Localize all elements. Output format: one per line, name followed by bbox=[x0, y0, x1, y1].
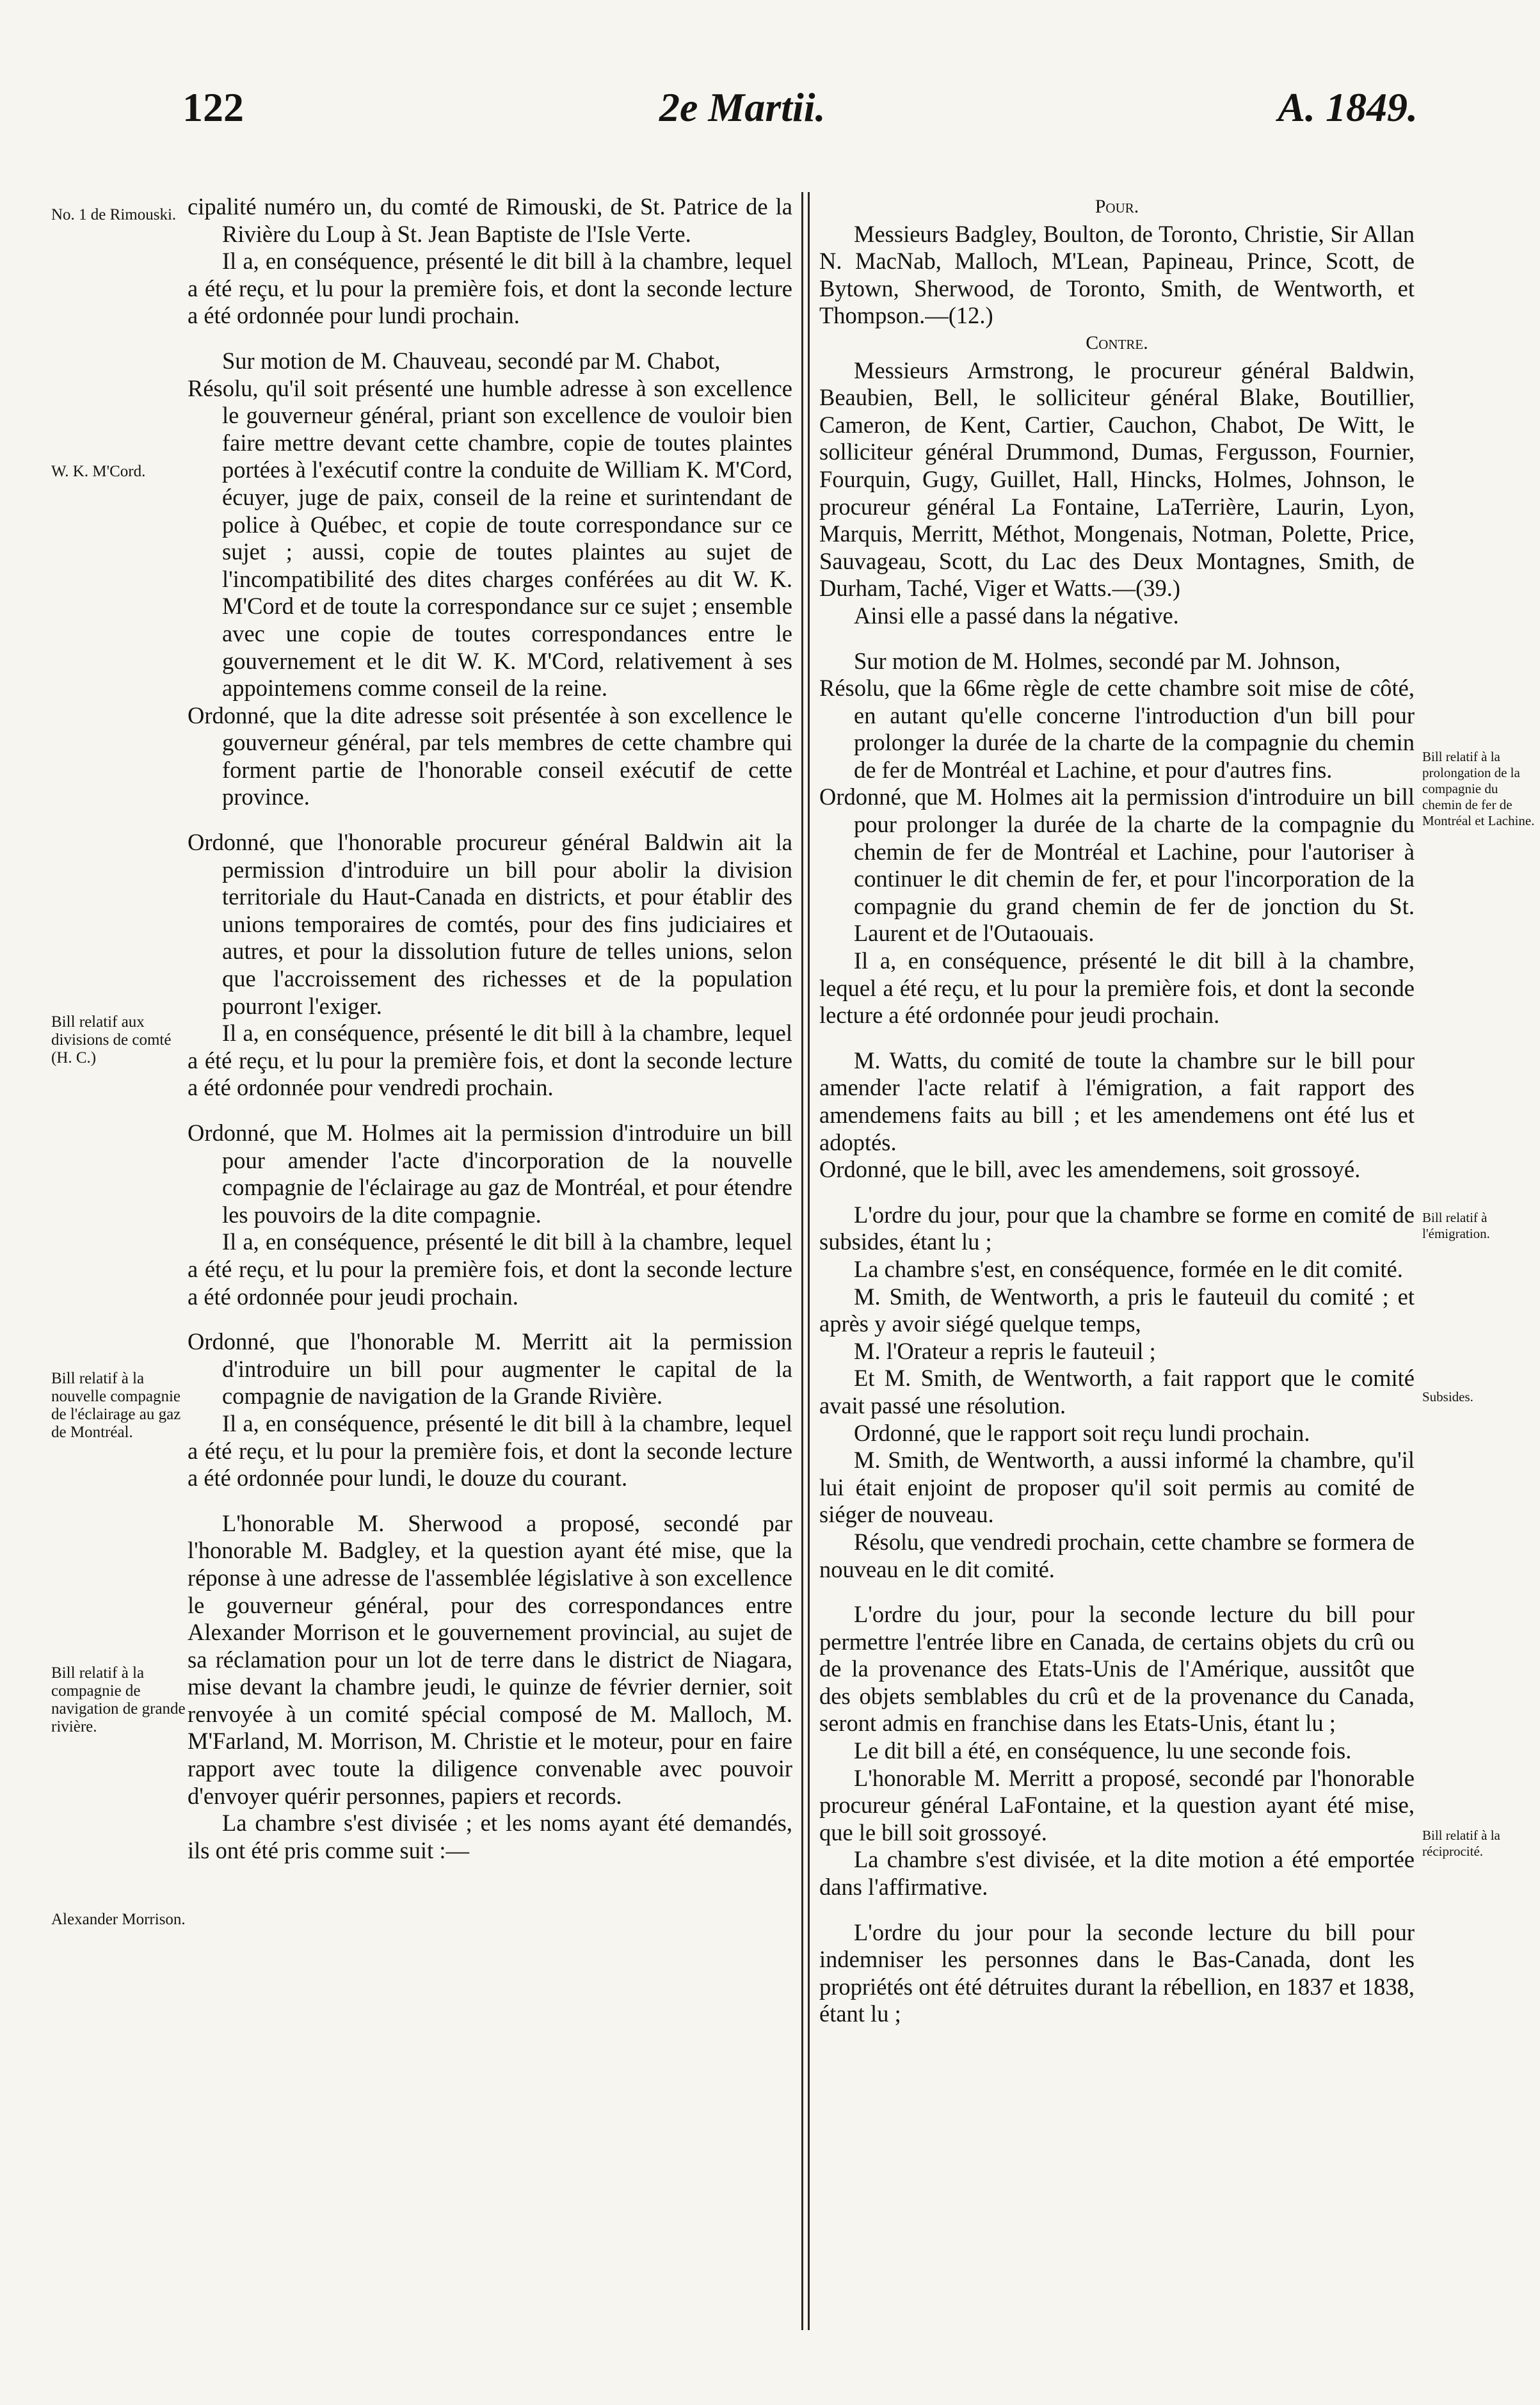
paragraph-gap bbox=[188, 1492, 792, 1510]
paragraph-gap bbox=[188, 330, 792, 348]
paragraph: Résolu, que vendredi prochain, cette chambre se formera de nouveau en le dit comité. bbox=[819, 1528, 1415, 1582]
paragraph: L'ordre du jour, pour la seconde lecture du bill pour permettre l'entrée libre en Canada, de certains objets du crû ou de la provenance des Etats-Unis de l'Amérique, aussitôt que des objets semblables du crû et de la provenance du Canada, seront admis en franchise dans les Etats-Unis, étant lu ; bbox=[819, 1601, 1415, 1737]
paragraph: La chambre s'est divisée ; et les noms ayant été demandés, ils ont été pris comme suit :— bbox=[188, 1810, 792, 1863]
paragraph: Il a, en conséquence, présenté le dit bill à la chambre, lequel a été reçu, et lu pour la première fois, et dont la seconde lecture a été ordonnée pour lundi, le douze du courant. bbox=[188, 1410, 792, 1492]
vote-heading: Contre. bbox=[1086, 332, 1148, 353]
paragraph-gap bbox=[188, 811, 792, 829]
margin-note: Bill relatif aux divisions de comté (H. C.) bbox=[51, 1013, 172, 1066]
paragraph: Messieurs Badgley, Boulton, de Toronto, Christie, Sir Allan N. MacNab, Malloch, M'Lean, Papineau, Prince, Scott, de Bytown, Sherwood, de Toronto, Smith, de Wentworth, et Thompson.—(12.) bbox=[819, 220, 1415, 329]
page-year: A. 1849. bbox=[1278, 84, 1418, 130]
paragraph: Ordonné, que l'honorable M. Merritt ait la permission d'introduire un bill pour augmenter le capital de la compagnie de navigation de la Grande Rivière. bbox=[188, 1328, 792, 1410]
page-header bbox=[182, 82, 1418, 140]
margin-note: Bill relatif à la compagnie de navigation de grande rivière. bbox=[51, 1664, 186, 1735]
paragraph: M. Smith, de Wentworth, a pris le fauteuil du comité ; et après y avoir siégé quelque temps, bbox=[819, 1283, 1415, 1337]
paragraph: Il a, en conséquence, présenté le dit bill à la chambre, lequel a été reçu, et lu pour la première fois, et dont la seconde lecture a été ordonnée pour jeudi prochain. bbox=[188, 1228, 792, 1310]
paragraph: Ordonné, que M. Holmes ait la permission d'introduire un bill pour amender l'acte d'incorporation de la nouvelle compagnie de l'éclairage au gaz de Montréal, et pour étendre les pouvoirs de la dite compagnie. bbox=[188, 1120, 792, 1228]
paragraph-gap bbox=[819, 1029, 1415, 1047]
margin-note: Bill relatif à l'émigration. bbox=[1422, 1210, 1490, 1241]
page-date: 2e Martii. bbox=[659, 84, 826, 130]
column-rule bbox=[808, 192, 810, 2330]
paragraph: M. Watts, du comité de toute la chambre sur le bill pour amender l'acte relatif à l'émigration, a fait rapport des amendemens faits au bill ; et les amendemens ont été lus et adoptés. bbox=[819, 1047, 1415, 1155]
paragraph: Il a, en conséquence, présenté le dit bill à la chambre, lequel a été reçu, et lu pour la première fois, et dont la seconde lecture a été ordonnée pour jeudi prochain. bbox=[819, 947, 1415, 1029]
margin-note: Bill relatif à la prolongation de la compagnie du chemin de fer de Montréal et Lachine. bbox=[1422, 749, 1535, 828]
paragraph: Ordonné, que l'honorable procureur général Baldwin ait la permission d'introduire un bill pour abolir la division territoriale du Haut-Canada en districts, et pour établir des unions temporaires de comtés, pour des fins judiciaires et autres, et pour la dissolution future de telles unions, selon que l'accroissement des richesses et de la population pourront l'exiger. bbox=[188, 829, 792, 1019]
paragraph-gap bbox=[188, 1310, 792, 1328]
paragraph: L'honorable M. Merritt a proposé, secondé par l'honorable procureur général LaFontaine, et la question ayant été mise, que le bill soit grossoyé. bbox=[819, 1764, 1415, 1846]
paragraph: La chambre s'est, en conséquence, formée en le dit comité. bbox=[854, 1255, 1403, 1282]
paragraph: Le dit bill a été, en conséquence, lu une seconde fois. bbox=[854, 1737, 1352, 1764]
paragraph: L'honorable M. Sherwood a proposé, secondé par l'honorable M. Badgley, et la question ayant été mise, que la réponse à une adresse de l'assemblée législative à son excellence le gouverneur général, pour des correspondances entre Alexander Morrison et le gouvernement provincial, au sujet de sa réclamation pour un lot de terre dans le district de Niagara, mise devant la chambre jeudi, le quinze de février dernier, soit renvoyée à un comité spécial composé de M. Malloch, M. M'Farland, M. Morrison, M. Christie et le moteur, pour en faire rapport avec toute la diligence convenable avec pouvoir d'envoyer quérir personnes, papiers et records. bbox=[188, 1509, 792, 1809]
left-column bbox=[188, 193, 792, 1864]
paragraph-gap bbox=[819, 1184, 1415, 1202]
margin-note: Alexander Morrison. bbox=[51, 1911, 186, 1928]
vote-heading: Pour. bbox=[1095, 196, 1139, 217]
page-number: 122 bbox=[182, 84, 244, 130]
paragraph: L'ordre du jour, pour que la chambre se forme en comité de subsides, étant lu ; bbox=[819, 1201, 1415, 1255]
paragraph: Ordonné, que la dite adresse soit présentée à son excellence le gouverneur général, par tels membres de cette chambre qui forment partie de l'honorable conseil exécutif de cette province. bbox=[188, 702, 792, 810]
paragraph: Messieurs Armstrong, le procureur général Baldwin, Beaubien, Bell, le solliciteur général Blake, Boutillier, Cameron, de Kent, Cartier, Cauchon, Chabot, De Witt, le solliciteur général Drummond, Dumas, Fergusson, Fournier, Fourquin, Gugy, Guillet, Hall, Hincks, Holmes, Johnson, le procureur général La Fontaine, LaTerrière, Laurin, Lyon, Marquis, Merritt, Méthot, Mongenais, Notman, Polette, Price, Sauvageau, Scott, du Lac des Deux Montagnes, Smith, de Durham, Taché, Viger et Watts.—(39.) bbox=[819, 357, 1415, 602]
paragraph: L'ordre du jour pour la seconde lecture du bill pour indemniser les personnes dans le Bas-Canada, dont les propriétés ont été détruites durant la rébellion, en 1837 et 1838, étant lu ; bbox=[819, 1918, 1415, 2027]
paragraph: Et M. Smith, de Wentworth, a fait rapport que le comité avait passé une résolution. bbox=[819, 1365, 1415, 1419]
paragraph-gap bbox=[819, 1583, 1415, 1601]
paragraph: cipalité numéro un, du comté de Rimouski, de St. Patrice de la Rivière du Loup à St. Jean Baptiste de l'Isle Verte. bbox=[188, 193, 792, 247]
paragraph: M. Smith, de Wentworth, a aussi informé la chambre, qu'il lui était enjoint de proposer qu'il soit permis au comité de siéger de nouveau. bbox=[819, 1447, 1415, 1528]
paragraph: Sur motion de M. Holmes, secondé par M. Johnson, bbox=[854, 647, 1341, 674]
paragraph: Ordonné, que le bill, avec les amendemens, soit grossoyé. bbox=[819, 1156, 1361, 1183]
column-rule bbox=[801, 192, 803, 2330]
paragraph: Il a, en conséquence, présenté le dit bill à la chambre, lequel a été reçu, et lu pour la première fois, et dont la seconde lecture a été ordonnée pour vendredi prochain. bbox=[188, 1020, 792, 1101]
paragraph: La chambre s'est divisée, et la dite motion a été emportée dans l'affirmative. bbox=[819, 1846, 1415, 1901]
paragraph: Ainsi elle a passé dans la négative. bbox=[854, 602, 1179, 629]
paragraph: M. l'Orateur a repris le fauteuil ; bbox=[854, 1337, 1156, 1364]
margin-note: W. K. M'Cord. bbox=[51, 463, 146, 480]
paragraph: Résolu, qu'il soit présenté une humble adresse à son excellence le gouverneur général, priant son excellence de vouloir bien faire mettre devant cette chambre, copie de toutes plaintes portées à l'exécutif contre la conduite de William K. M'Cord, écuyer, juge de paix, conseil de la reine et surintendant de police à Québec, et copie de toute correspondance sur ce sujet ; aussi, copie de toutes plaintes au sujet de l'incompatibilité des dites charges conférées au dit W. K. M'Cord et de toute la correspondance sur ce sujet ; ensemble avec une copie de toutes correspondances entre le gouvernement et le dit W. K. M'Cord, relativement à ses appointemens comme conseil de la reine. bbox=[188, 374, 792, 702]
paragraph-gap bbox=[819, 1901, 1415, 1919]
right-column bbox=[819, 193, 1415, 2028]
margin-note: No. 1 de Rimouski. bbox=[51, 206, 177, 223]
paragraph: Il a, en conséquence, présenté le dit bill à la chambre, lequel a été reçu, et lu pour la première fois, et dont la seconde lecture a été ordonnée pour lundi prochain. bbox=[188, 248, 792, 329]
paragraph: Résolu, que la 66me règle de cette chambre soit mise de côté, en autant qu'elle concerne l'introduction d'un bill pour prolonger la durée de la charte de la compagnie du chemin de fer de Montréal et Lachine, et pour d'autres fins. bbox=[819, 675, 1415, 783]
paragraph-gap bbox=[819, 630, 1415, 648]
margin-note: Bill relatif à la nouvelle compagnie de l'éclairage au gaz de Montréal. bbox=[51, 1370, 181, 1441]
paragraph-gap bbox=[188, 1102, 792, 1120]
paragraph: Ordonné, que M. Holmes ait la permission d'introduire un bill pour prolonger la durée de la charte de la compagnie du chemin de fer de Montréal et Lachine, pour l'autoriser à continuer le dit chemin de fer, et pour l'incorporation de la compagnie du grand chemin de fer de jonction du St. Laurent et de l'Outaouais. bbox=[819, 784, 1415, 947]
paragraph: Sur motion de M. Chauveau, secondé par M. Chabot, bbox=[222, 347, 721, 374]
paragraph: Ordonné, que le rapport soit reçu lundi prochain. bbox=[854, 1419, 1310, 1446]
margin-note: Subsides. bbox=[1422, 1389, 1473, 1404]
margin-note: Bill relatif à la réciprocité. bbox=[1422, 1828, 1500, 1859]
